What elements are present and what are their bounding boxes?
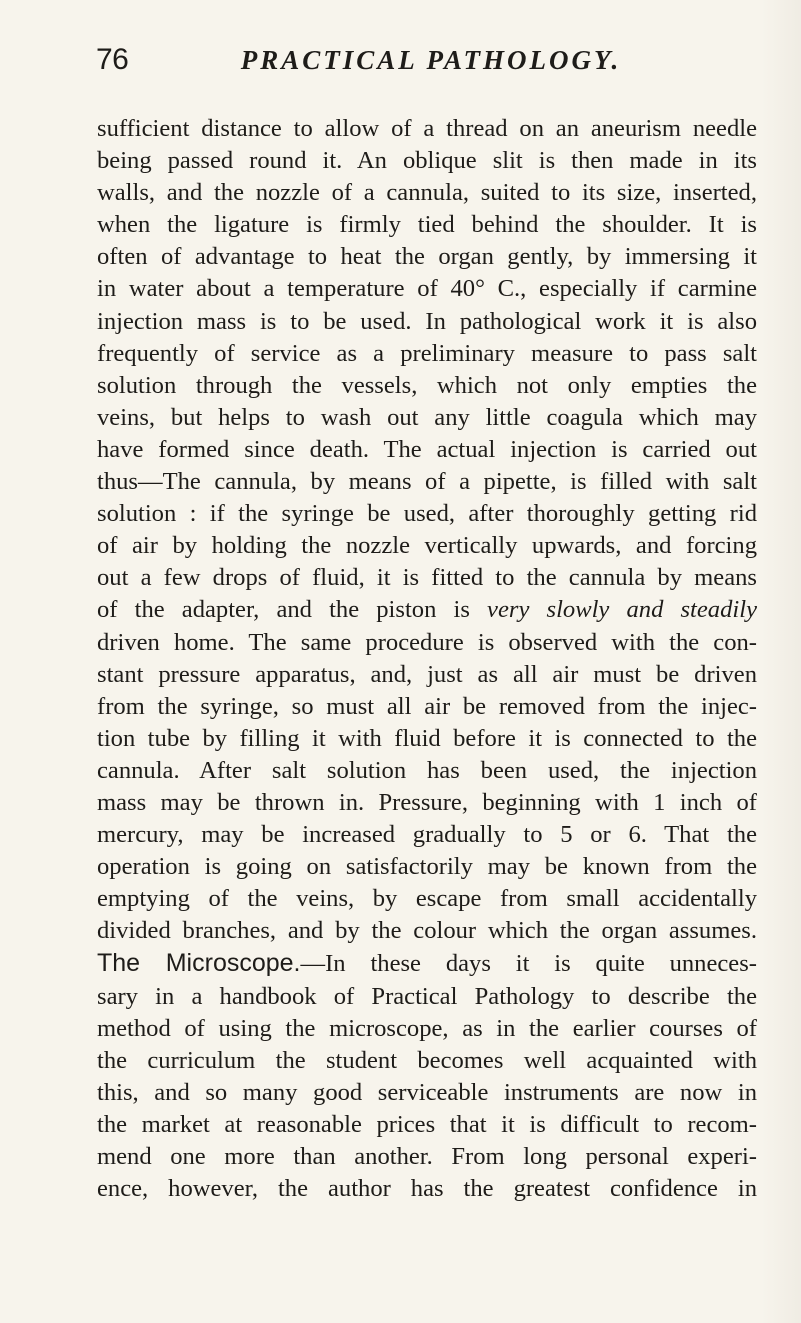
text-line: sufficient distance to allow of a thread on an aneurism needle — [97, 115, 757, 142]
text-line: the market at reasonable prices that it is difficult to recom- — [97, 1110, 757, 1138]
text-line: this, and so many good serviceable instruments are now in — [97, 1078, 757, 1106]
running-head: PRACTICAL PATHOLOGY. — [240, 45, 622, 75]
text-line: of air by holding the nozzle vertically upwards, and forcing — [97, 532, 757, 560]
text-line: emptying of the veins, by escape from small accidentally — [97, 885, 757, 913]
text-line: divided branches, and by the colour which the organ assumes. — [97, 917, 757, 945]
text-line: stant pressure apparatus, and, just as all air must be driven — [97, 660, 757, 688]
text-line: frequently of service as a preliminary measure to pass salt — [97, 339, 757, 367]
text-line: walls, and the nozzle of a cannula, suited to its size, inserted, — [97, 179, 757, 207]
text-line: solution : if the syringe be used, after thoroughly getting rid — [97, 500, 757, 528]
text-segment: —In these days it is quite unneces- — [300, 950, 757, 978]
text-line: in water about a temperature of 40° C., especially if carmine — [97, 275, 757, 303]
text-line: mend one more than another. From long personal experi- — [97, 1143, 757, 1170]
text-line: ence, however, the author has the greatest confidence in — [97, 1175, 757, 1203]
page-number: 76 — [96, 43, 129, 76]
text-line: solution through the vessels, which not only empties the — [97, 371, 757, 399]
body-text — [97, 113, 757, 1205]
text-segment: of the adapter, and the piston is — [97, 596, 470, 624]
section-heading: The Microscope. — [97, 949, 301, 978]
text-line-with-italic — [97, 594, 757, 626]
page-header — [96, 40, 756, 100]
text-line: from the syringe, so must all air be removed from the injec- — [97, 692, 757, 720]
text-line: have formed since death. The actual injection is carried out — [97, 435, 757, 463]
text-line: when the ligature is firmly tied behind the shoulder. It is — [97, 211, 757, 239]
text-line: sary in a handbook of Practical Pathology to describe the — [97, 982, 757, 1010]
text-line: operation is going on satisfactorily may be known from the — [97, 853, 757, 881]
text-line: often of advantage to heat the organ gently, by immersing it — [97, 243, 757, 271]
text-line: mercury, may be increased gradually to 5 or 6. That the — [97, 821, 757, 849]
text-line: mass may be thrown in. Pressure, beginning with 1 inch of — [97, 788, 757, 816]
text-line: injection mass is to be used. In pathological work it is also — [97, 307, 757, 335]
text-line: tion tube by filling it with fluid before it is connected to the — [97, 724, 757, 752]
text-line: method of using the microscope, as in the earlier courses of — [97, 1014, 757, 1042]
text-line: driven home. The same procedure is observed with the con- — [97, 628, 757, 656]
section-heading-line — [97, 947, 757, 980]
text-line: veins, but helps to wash out any little coagula which may — [97, 403, 757, 431]
text-line: thus—The cannula, by means of a pipette, is filled with salt — [97, 468, 757, 496]
text-line: cannula. After salt solution has been used, the injection — [97, 756, 757, 784]
italic-emphasis: very slowly and steadily — [487, 596, 757, 624]
text-line: being passed round it. An oblique slit is then made in its — [97, 147, 757, 175]
text-line: out a few drops of fluid, it is fitted to the cannula by means — [97, 564, 757, 592]
text-line: the curriculum the student becomes well acquainted with — [97, 1046, 757, 1074]
page-edge-shading — [761, 0, 801, 1323]
